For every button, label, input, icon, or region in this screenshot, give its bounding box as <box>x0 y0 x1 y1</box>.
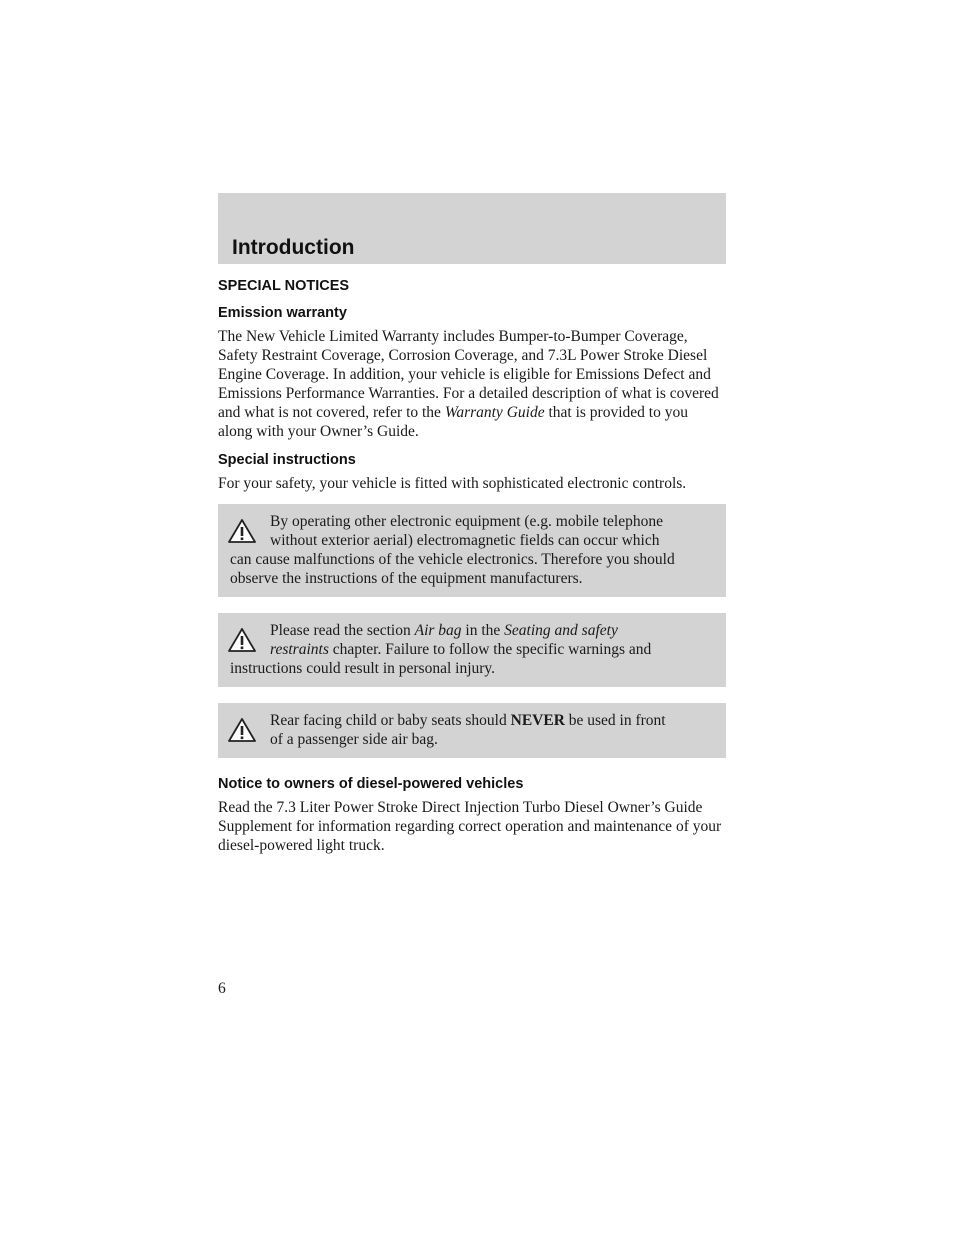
diesel-notice-heading: Notice to owners of diesel-powered vehicles <box>218 776 524 792</box>
warning-child-seat-pre: Rear facing child or baby seats should <box>270 712 507 729</box>
warning-electronics-rest: can cause malfunctions of the vehicle electronics. Therefore you should observe the instructions of the equipment manufacturers. <box>230 551 675 587</box>
warning-airbag-rest: instructions could result in personal injury. <box>230 660 496 677</box>
special-instructions-text: For your safety, your vehicle is fitted with sophisticated electronic controls. <box>218 475 687 492</box>
special-notices-heading: SPECIAL NOTICES <box>218 278 350 294</box>
warning-electronics-line2: without exterior aerial) electromagnetic fields can occur which <box>270 532 660 549</box>
chapter-title: Introduction <box>232 236 355 259</box>
warning-triangle-icon <box>227 627 257 653</box>
warning-triangle-icon <box>227 518 257 544</box>
page-number: 6 <box>218 980 226 997</box>
warning-box-child-seat <box>218 703 726 758</box>
warning-child-seat-post: be used in front <box>568 712 666 729</box>
emission-warranty-text-before: The New Vehicle Limited Warranty includes Bumper-to-Bumper Coverage, Safety Restraint Coverage, Corrosion Coverage, and 7.3L Power Stroke Diesel Engine Coverage. In addition, your vehicle is eligible for Emissions Defect and Emissions Performance Warranties. For a detailed description of what is covered and what is not covered, refer to the <box>218 328 719 421</box>
warning-box-electronics <box>218 504 726 597</box>
airbag-section-title: Air bag <box>414 622 462 639</box>
warranty-guide-title: Warranty Guide <box>444 404 545 421</box>
diesel-notice-text: Read the 7.3 Liter Power Stroke Direct Injection Turbo Diesel Owner’s Guide Supplement for information regarding correct operation and maintenance of your diesel-powered light truck. <box>218 799 722 854</box>
warning-electronics-line1: By operating other electronic equipment (e.g. mobile telephone <box>270 513 663 530</box>
warning-airbag-mid: in the <box>465 622 501 639</box>
chapter-title-part1: Seating and safety <box>504 622 618 639</box>
warning-airbag-pre: Please read the section <box>270 622 411 639</box>
warning-child-seat-line1 <box>230 711 714 730</box>
special-instructions-heading: Special instructions <box>218 452 356 468</box>
emission-warranty-heading: Emission warranty <box>218 305 347 321</box>
chapter-header-band <box>218 193 726 264</box>
warning-box-airbag <box>218 613 726 687</box>
warning-airbag-line2-rest: chapter. Failure to follow the specific warnings and <box>332 641 652 658</box>
chapter-title-part2: restraints <box>270 641 329 658</box>
emission-warranty-text-after: that is provided to you along with your Owner’s Guide. <box>218 404 688 440</box>
warning-triangle-icon <box>227 717 257 743</box>
page-content <box>218 278 726 866</box>
emission-warranty-text <box>218 327 726 441</box>
warning-airbag-line1 <box>230 621 714 640</box>
warning-child-seat-line2: of a passenger side air bag. <box>270 731 438 748</box>
never-emphasis: NEVER <box>510 712 565 729</box>
warning-airbag-line2 <box>230 640 714 659</box>
